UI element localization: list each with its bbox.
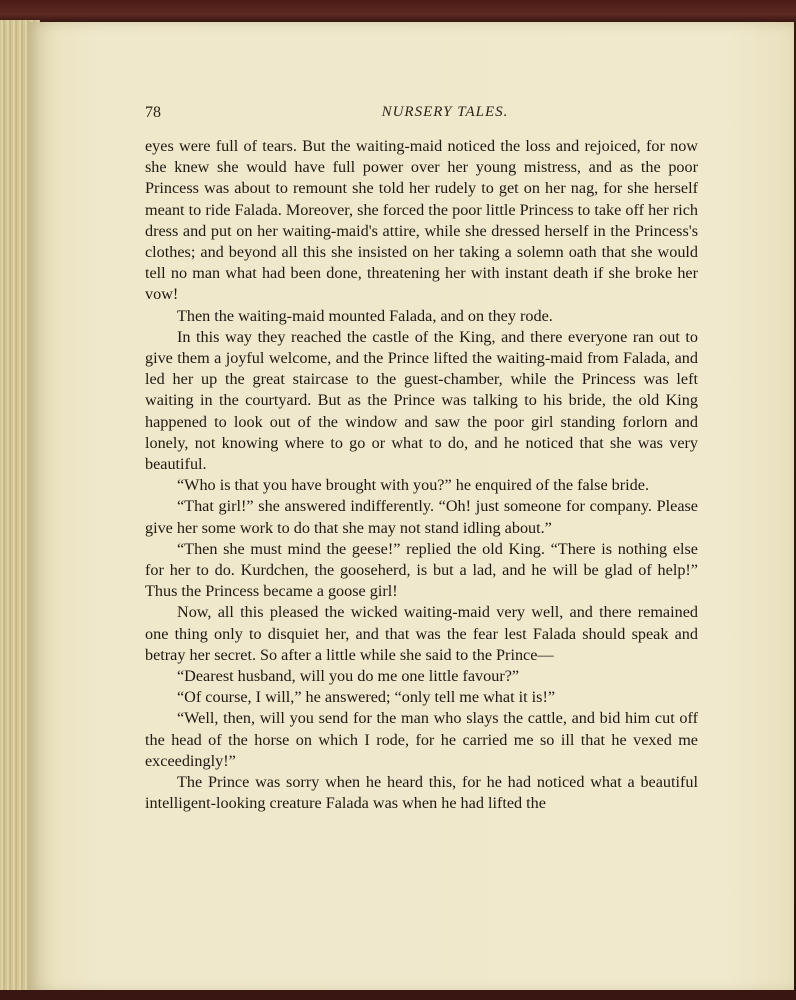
paragraph-4: “Who is that you have brought with you?” he enquired of the false bride. <box>177 476 649 495</box>
body-text <box>145 136 698 815</box>
paragraph-2: Then the waiting-maid mounted Falada, and on they rode. <box>177 306 553 325</box>
paragraph-1: eyes were full of tears. But the waiting-maid noticed the loss and rejoiced, for now she knew she would have full power over her young mistress, and as the poor Princess was about to remount she told her rudely to get on her nag, for she herself meant to ride Falada. Moreover, she forced the poor little Princess to take off her rich dress and put on her waiting-maid's attire, while she dressed herself in the Princess's clothes; and beyond all this she insisted on her taking a solemn oath that she would tell no man what had been done, threatening her with instant death if she broke her vow! <box>145 137 698 304</box>
paragraph-11: The Prince was sorry when he heard this, for he had noticed what a beautiful intelligent-looking creature Falada was when he had lifted the <box>145 773 698 813</box>
paragraph-3: In this way they reached the castle of the King, and there everyone ran out to give them a joyful welcome, and the Prince lifted the waiting-maid from Falada, and led her up the great staircase to the guest-chamber, while the Princess was left waiting in the courtyard. But as the Prince was talking to his bride, the old King happened to look out of the window and saw the poor girl standing forlorn and lonely, not knowing where to go or what to do, and he noticed that she was very beautiful. <box>145 327 698 474</box>
paragraph-7: Now, all this pleased the wicked waiting-maid very well, and there remained one thing only to disquiet her, and that was the fear lest Falada should speak and betray her secret. So after a little while she said to the Prince— <box>145 603 698 664</box>
paragraph-10: “Well, then, will you send for the man who slays the cattle, and bid him cut off the head of the horse on which I rode, for he carried me so ill that he vexed me exceedingly!” <box>145 709 698 770</box>
running-head: NURSERY TALES. <box>381 104 509 120</box>
paragraph-6: “Then she must mind the geese!” replied the old King. “There is nothing else for her to do. Kurdchen, the gooseherd, is but a lad, and he will be glad of help!” Thus the Princess became a goose girl! <box>145 539 698 601</box>
paragraph-5: “That girl!” she answered indifferently. “Oh! just someone for company. Please give her some work to do that she may not stand idling about.” <box>145 497 698 537</box>
binding-bottom <box>0 990 796 1000</box>
page-header <box>145 104 705 124</box>
paragraph-9: “Of course, I will,” he answered; “only tell me what it is!” <box>177 688 556 707</box>
paragraph-8: “Dearest husband, will you do me one little favour?” <box>177 667 520 686</box>
page-number: 78 <box>145 104 161 121</box>
